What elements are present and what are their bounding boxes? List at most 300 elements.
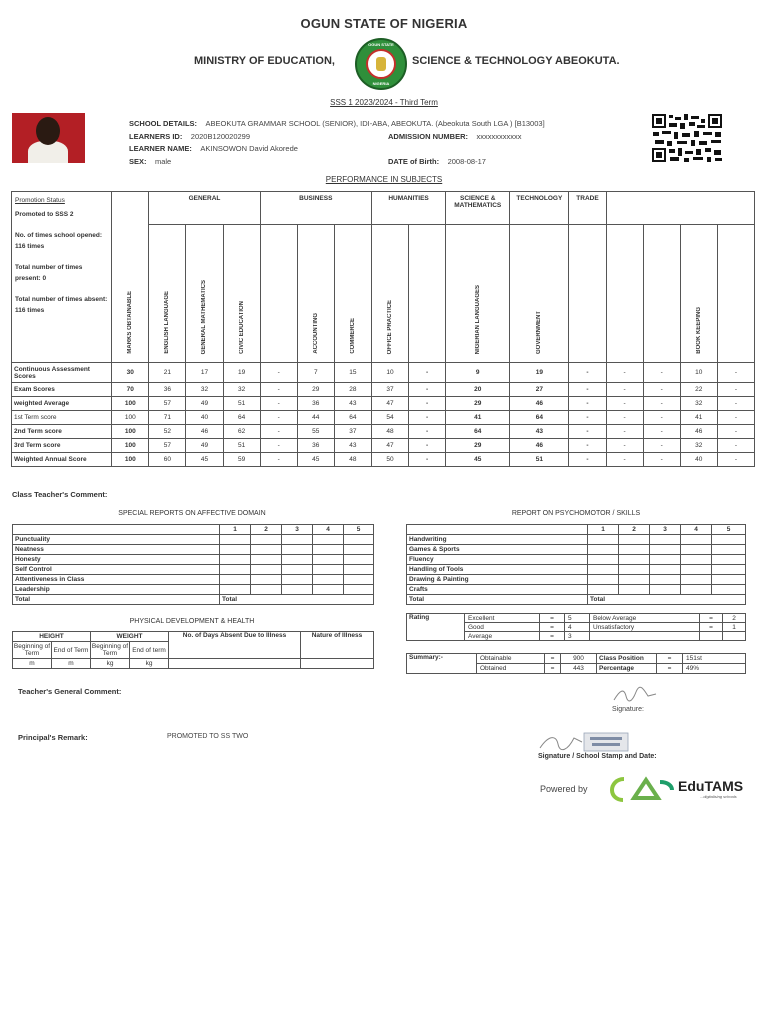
- score-row-label: Weighted Annual Score: [12, 453, 112, 467]
- score-cell: 64: [334, 411, 371, 425]
- score-cell: -: [717, 425, 754, 439]
- affective-table: [12, 524, 374, 605]
- school-stamp-icon: [538, 732, 630, 752]
- affective-rating-cell: [344, 555, 374, 565]
- affective-rating-cell: [220, 585, 251, 595]
- score-cell: 46: [186, 425, 223, 439]
- score-cell: 41: [680, 411, 717, 425]
- score-cell: -: [569, 363, 606, 383]
- psychomotor-rating-cell: [650, 585, 681, 595]
- score-cell: 36: [297, 439, 334, 453]
- score-cell: 7: [297, 363, 334, 383]
- score-cell: -: [569, 411, 606, 425]
- psychomotor-scale: 4: [681, 525, 712, 535]
- psychomotor-item-label: Drawing & Painting: [407, 575, 588, 585]
- admission-value: xxxxxxxxxxxx: [476, 132, 522, 141]
- score-cell: -: [260, 363, 297, 383]
- affective-rating-cell: [251, 585, 282, 595]
- learner-name-value: AKINSOWON David Akorede: [200, 144, 298, 153]
- score-cell: 51: [510, 453, 569, 467]
- score-cell: -: [717, 439, 754, 453]
- affective-scale: 4: [313, 525, 344, 535]
- psychomotor-table: [406, 524, 746, 605]
- score-cell: 50: [371, 453, 408, 467]
- rating-val: 3: [565, 632, 590, 641]
- score-cell: 51: [223, 397, 260, 411]
- score-cell: 62: [223, 425, 260, 439]
- score-cell: -: [717, 383, 754, 397]
- affective-rating-cell: [220, 575, 251, 585]
- score-cell: -: [643, 439, 680, 453]
- stamp-label: Signature / School Stamp and Date:: [538, 753, 657, 760]
- score-cell: 36: [297, 397, 334, 411]
- psychomotor-rating-cell: [588, 565, 619, 575]
- score-cell: -: [717, 363, 754, 383]
- obtained-label: Obtained: [477, 664, 545, 674]
- score-cell: -: [606, 439, 643, 453]
- score-cell: -: [569, 453, 606, 467]
- subject-name: NIGERIAN LANGUAGES: [474, 284, 481, 354]
- group-science: SCIENCE & MATHEMATICS: [446, 192, 510, 225]
- psychomotor-scale: 3: [650, 525, 681, 535]
- rating-val2: [723, 632, 746, 641]
- score-cell: -: [409, 411, 446, 425]
- rating-name: Good: [465, 623, 540, 632]
- affective-scale: 3: [282, 525, 313, 535]
- affective-rating-cell: [313, 545, 344, 555]
- rating-val2: 1: [723, 623, 746, 632]
- affective-rating-cell: [344, 545, 374, 555]
- score-cell: 64: [446, 425, 510, 439]
- score-row-label: 2nd Term score: [12, 425, 112, 439]
- term-title: SSS 1 2023/2024 - Third Term: [330, 98, 438, 107]
- psychomotor-total-value: Total: [588, 595, 746, 605]
- affective-rating-cell: [282, 585, 313, 595]
- affective-rating-cell: [251, 575, 282, 585]
- summary-table: [406, 653, 746, 674]
- rating-eq2: =: [700, 623, 723, 632]
- subject-name: GOVERNMENT: [536, 310, 543, 354]
- subject-name: ENGLISH LANGUAGE: [164, 291, 171, 354]
- psychomotor-item-label: Crafts: [407, 585, 588, 595]
- score-cell: -: [260, 425, 297, 439]
- score-cell: -: [569, 425, 606, 439]
- subject-header-10: [510, 225, 569, 363]
- psychomotor-rating-cell: [619, 575, 650, 585]
- psychomotor-rating-cell: [681, 585, 712, 595]
- learner-id-value: 2020B120020299: [190, 132, 251, 141]
- subject-header-8: [409, 225, 446, 363]
- psychomotor-rating-cell: [650, 545, 681, 555]
- score-cell: 22: [680, 383, 717, 397]
- affective-item-label: Leadership: [13, 585, 220, 595]
- subject-name: MARKS OBTAINABLE: [127, 291, 134, 354]
- score-cell: -: [260, 439, 297, 453]
- score-cell: 28: [334, 383, 371, 397]
- learner-name-label: LEARNER NAME:: [129, 144, 192, 153]
- promotion-info: [12, 192, 112, 363]
- obtainable-label: Obtainable: [477, 654, 545, 664]
- score-cell: 57: [149, 397, 186, 411]
- percentage-value: 49%: [683, 664, 746, 674]
- affective-header-blank: [13, 525, 220, 535]
- absent-header: No. of Days Absent Due to Illness: [169, 632, 301, 659]
- score-row: [12, 383, 755, 397]
- ministry-left: MINISTRY OF EDUCATION,: [194, 55, 335, 67]
- rating-row: [407, 614, 746, 623]
- rating-eq: =: [540, 632, 565, 641]
- psychomotor-rating-cell: [588, 575, 619, 585]
- score-row-label: 3rd Term score: [12, 439, 112, 453]
- score-cell: 54: [371, 411, 408, 425]
- psychomotor-rating-cell: [681, 565, 712, 575]
- score-cell: -: [260, 411, 297, 425]
- affective-rating-cell: [251, 545, 282, 555]
- score-cell: 15: [334, 363, 371, 383]
- learner-id-label: LEARNERS ID:: [129, 132, 183, 141]
- affective-rating-cell: [220, 545, 251, 555]
- score-cell: 37: [334, 425, 371, 439]
- psychomotor-title: REPORT ON PSYCHOMOTOR / SKILLS: [511, 510, 641, 517]
- physical-table: [12, 631, 374, 669]
- subject-header-14: [680, 225, 717, 363]
- score-cell: 43: [510, 425, 569, 439]
- score-cell: 19: [223, 363, 260, 383]
- score-cell: -: [717, 453, 754, 467]
- score-cell: -: [409, 439, 446, 453]
- affective-rating-cell: [282, 545, 313, 555]
- obtainable-eq: =: [545, 654, 561, 664]
- psychomotor-rating-cell: [619, 555, 650, 565]
- rating-val2: 2: [723, 614, 746, 623]
- score-cell: 64: [223, 411, 260, 425]
- unit-kg: kg: [91, 659, 130, 669]
- subject-header-4: [260, 225, 297, 363]
- score-cell: -: [717, 411, 754, 425]
- score-cell: 44: [297, 411, 334, 425]
- score-row: [12, 411, 755, 425]
- score-row: [12, 397, 755, 411]
- position-eq: =: [657, 654, 683, 664]
- psychomotor-rating-cell: [650, 535, 681, 545]
- rating-eq: =: [540, 614, 565, 623]
- affective-rating-cell: [282, 535, 313, 545]
- score-cell: 45: [186, 453, 223, 467]
- score-cell: 36: [149, 383, 186, 397]
- score-cell: -: [643, 383, 680, 397]
- subject-header-3: [223, 225, 260, 363]
- affective-rating-cell: [282, 555, 313, 565]
- score-cell: -: [606, 383, 643, 397]
- edutams-logo-icon: [610, 776, 674, 802]
- affective-scale: 5: [344, 525, 374, 535]
- score-cell: 100: [112, 425, 149, 439]
- score-cell: -: [643, 425, 680, 439]
- score-row-label: weighted Average: [12, 397, 112, 411]
- score-cell: 17: [186, 363, 223, 383]
- class-teacher-comment: Class Teacher's Comment:: [12, 490, 108, 499]
- sex-label: SEX:: [129, 157, 147, 166]
- unit-m: m: [52, 659, 91, 669]
- score-cell: 59: [223, 453, 260, 467]
- score-cell: 40: [186, 411, 223, 425]
- affective-rating-cell: [251, 535, 282, 545]
- psychomotor-rating-cell: [619, 535, 650, 545]
- psychomotor-rating-cell: [681, 575, 712, 585]
- position-label: Class Position: [597, 654, 657, 664]
- affective-rating-cell: [313, 575, 344, 585]
- position-value: 151st: [683, 654, 746, 664]
- sex: [129, 151, 171, 169]
- affective-rating-cell: [220, 535, 251, 545]
- group-trade: TRADE: [569, 192, 606, 225]
- score-cell: 70: [112, 383, 149, 397]
- absent-value: [169, 659, 301, 669]
- teacher-general-comment: Teacher's General Comment:: [18, 687, 122, 696]
- qr-code-icon: [651, 113, 723, 163]
- score-cell: -: [260, 397, 297, 411]
- psychomotor-rating-cell: [619, 545, 650, 555]
- affective-rating-cell: [344, 585, 374, 595]
- score-cell: -: [409, 363, 446, 383]
- affective-rating-cell: [344, 565, 374, 575]
- subject-name: CIVIC EDUCATION: [238, 301, 245, 354]
- rating-name2: Unsatisfactory: [590, 623, 700, 632]
- student-photo: [12, 113, 85, 163]
- affective-rating-cell: [313, 565, 344, 575]
- rating-table: [406, 613, 746, 641]
- psychomotor-scale: 1: [588, 525, 619, 535]
- sex-value: male: [154, 157, 172, 166]
- score-cell: -: [409, 383, 446, 397]
- subject-header-7: [371, 225, 408, 363]
- group-empty: [606, 192, 754, 225]
- psychomotor-item-label: Handling of Tools: [407, 565, 588, 575]
- score-cell: 100: [112, 453, 149, 467]
- score-cell: 9: [446, 363, 510, 383]
- affective-rating-cell: [220, 565, 251, 575]
- score-cell: 29: [297, 383, 334, 397]
- score-cell: 43: [334, 397, 371, 411]
- score-cell: 20: [446, 383, 510, 397]
- psychomotor-rating-cell: [712, 545, 746, 555]
- score-cell: 51: [223, 439, 260, 453]
- score-cell: 47: [371, 439, 408, 453]
- score-cell: 27: [510, 383, 569, 397]
- psychomotor-rating-cell: [681, 545, 712, 555]
- times-opened: No. of times school opened: 116 times: [15, 232, 103, 250]
- psychomotor-header-blank: [407, 525, 588, 535]
- affective-title: SPECIAL REPORTS ON AFFECTIVE DOMAIN: [118, 510, 266, 517]
- score-cell: -: [260, 383, 297, 397]
- subject-name: GENERAL MATHEMATICS: [201, 279, 208, 354]
- score-cell: 47: [371, 397, 408, 411]
- score-cell: -: [606, 425, 643, 439]
- score-cell: 30: [112, 363, 149, 383]
- score-cell: -: [409, 425, 446, 439]
- score-cell: -: [409, 397, 446, 411]
- score-cell: 100: [112, 439, 149, 453]
- rating-label: Rating: [407, 614, 465, 641]
- psychomotor-scale: 2: [619, 525, 650, 535]
- subject-header-11: [569, 225, 606, 363]
- score-cell: 46: [680, 425, 717, 439]
- score-cell: 37: [371, 383, 408, 397]
- signature-label: Signature:: [612, 706, 644, 713]
- subject-header-9: [446, 225, 510, 363]
- affective-rating-cell: [220, 555, 251, 565]
- rating-eq: =: [540, 623, 565, 632]
- psychomotor-item-label: Handwriting: [407, 535, 588, 545]
- principal-remark-label: Principal's Remark:: [18, 733, 88, 742]
- rating-name2: Below Average: [590, 614, 700, 623]
- height-end: End of Term: [52, 642, 91, 659]
- dob-label: DATE of Birth:: [388, 157, 440, 166]
- weight-header: WEIGHT: [91, 632, 169, 642]
- unit-m: m: [13, 659, 52, 669]
- state-title: OGUN STATE OF NIGERIA: [300, 16, 468, 31]
- score-cell: -: [643, 411, 680, 425]
- weight-beginning: Beginning of Term: [91, 643, 129, 657]
- subject-header-12: [606, 225, 643, 363]
- score-cell: 48: [371, 425, 408, 439]
- score-cell: 29: [446, 397, 510, 411]
- score-cell: 45: [446, 453, 510, 467]
- score-cell: -: [643, 363, 680, 383]
- rating-name2: [590, 632, 700, 641]
- dob-value: 2008-08-17: [447, 157, 486, 166]
- score-cell: -: [569, 439, 606, 453]
- score-cell: -: [606, 453, 643, 467]
- score-cell: -: [643, 453, 680, 467]
- subject-header-0: [112, 192, 149, 363]
- score-cell: -: [606, 363, 643, 383]
- score-cell: 49: [186, 397, 223, 411]
- nature-header: Nature of Illness: [301, 632, 374, 659]
- subject-header-2: [186, 225, 223, 363]
- psychomotor-rating-cell: [650, 565, 681, 575]
- affective-scale: 1: [220, 525, 251, 535]
- score-cell: 60: [149, 453, 186, 467]
- affective-item-label: Neatness: [13, 545, 220, 555]
- score-cell: 46: [510, 439, 569, 453]
- affective-rating-cell: [313, 535, 344, 545]
- affective-item-label: Honesty: [13, 555, 220, 565]
- psychomotor-rating-cell: [588, 545, 619, 555]
- score-cell: 48: [334, 453, 371, 467]
- score-cell: 19: [510, 363, 569, 383]
- weight-end: End of term: [130, 642, 169, 659]
- score-cell: 32: [186, 383, 223, 397]
- affective-rating-cell: [282, 575, 313, 585]
- score-cell: -: [260, 453, 297, 467]
- affective-rating-cell: [313, 585, 344, 595]
- subject-header-15: [717, 225, 754, 363]
- score-cell: 43: [334, 439, 371, 453]
- score-cell: -: [569, 397, 606, 411]
- group-general: GENERAL: [149, 192, 260, 225]
- percentage-label: Percentage: [597, 664, 657, 674]
- score-cell: 46: [510, 397, 569, 411]
- psychomotor-rating-cell: [588, 585, 619, 595]
- psychomotor-rating-cell: [712, 555, 746, 565]
- score-cell: 45: [297, 453, 334, 467]
- affective-total-label: Total: [13, 595, 220, 605]
- affective-rating-cell: [344, 575, 374, 585]
- dob: [388, 151, 486, 169]
- promotion-status-label: Promotion Status: [15, 197, 65, 204]
- affective-item-label: Attentiveness in Class: [13, 575, 220, 585]
- seal-top-text: OGUN STATE: [368, 42, 394, 47]
- promoted-text: Promoted to SSS 2: [15, 211, 74, 218]
- score-cell: 55: [297, 425, 334, 439]
- score-cell: 32: [680, 439, 717, 453]
- psychomotor-item-label: Games & Sports: [407, 545, 588, 555]
- rating-eq2: [700, 632, 723, 641]
- affective-total-value: Total: [220, 595, 374, 605]
- school-label: SCHOOL DETAILS:: [129, 119, 198, 128]
- score-cell: 29: [446, 439, 510, 453]
- psychomotor-rating-cell: [681, 555, 712, 565]
- score-cell: 64: [510, 411, 569, 425]
- affective-item-label: Punctuality: [13, 535, 220, 545]
- score-cell: 32: [680, 397, 717, 411]
- affective-rating-cell: [251, 565, 282, 575]
- performance-table: [11, 191, 755, 467]
- score-row: [12, 453, 755, 467]
- psychomotor-rating-cell: [619, 565, 650, 575]
- times-present: Total number of times present: 0: [15, 264, 83, 282]
- admission-number: [388, 126, 521, 144]
- score-row: [12, 439, 755, 453]
- score-cell: 52: [149, 425, 186, 439]
- psychomotor-scale: 5: [712, 525, 746, 535]
- score-cell: 32: [223, 383, 260, 397]
- ministry-right: SCIENCE & TECHNOLOGY ABEOKUTA.: [412, 55, 620, 67]
- subject-name: ACCOUNTING: [312, 313, 319, 354]
- physical-title: PHYSICAL DEVELOPMENT & HEALTH: [129, 618, 255, 625]
- score-cell: -: [643, 397, 680, 411]
- score-cell: 41: [446, 411, 510, 425]
- psychomotor-total-label: Total: [407, 595, 588, 605]
- rating-eq2: =: [700, 614, 723, 623]
- psychomotor-rating-cell: [712, 585, 746, 595]
- height-beginning: Beginning of Term: [13, 643, 51, 657]
- edutams-tagline: ...digitalising schools: [700, 794, 737, 799]
- admission-label: ADMISSION NUMBER:: [388, 132, 468, 141]
- psychomotor-rating-cell: [619, 585, 650, 595]
- score-cell: 49: [186, 439, 223, 453]
- score-cell: -: [606, 411, 643, 425]
- subject-name: COMMERCE: [349, 318, 356, 354]
- group-technology: TECHNOLOGY: [510, 192, 569, 225]
- score-cell: 57: [149, 439, 186, 453]
- obtainable-value: 900: [561, 654, 597, 664]
- score-cell: 71: [149, 411, 186, 425]
- score-cell: 21: [149, 363, 186, 383]
- summary-label: Summary:-: [407, 654, 477, 674]
- affective-rating-cell: [313, 555, 344, 565]
- teacher-signature-icon: [612, 686, 658, 704]
- performance-title: PERFORMANCE IN SUBJECTS: [325, 175, 443, 184]
- school-value: ABEOKUTA GRAMMAR SCHOOL (SENIOR), IDI-ABA, ABEOKUTA. (Abeokuta South LGA ) [B13003]: [205, 119, 545, 128]
- score-cell: 100: [112, 411, 149, 425]
- psychomotor-rating-cell: [650, 575, 681, 585]
- score-cell: 100: [112, 397, 149, 411]
- affective-rating-cell: [344, 535, 374, 545]
- powered-by: Powered by: [540, 784, 588, 794]
- subject-header-6: [334, 225, 371, 363]
